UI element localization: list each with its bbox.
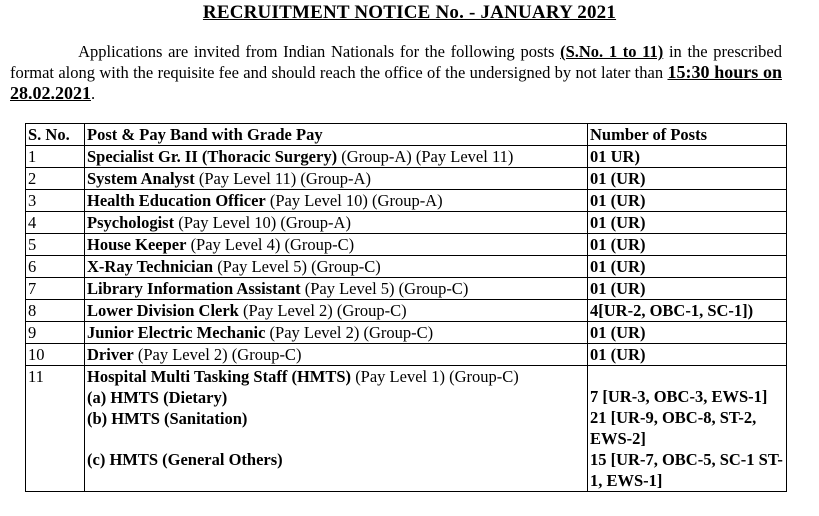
row-post bbox=[85, 344, 588, 366]
row-count bbox=[588, 366, 787, 492]
row-sno: 7 bbox=[26, 278, 85, 300]
row-count: 01 (UR) bbox=[588, 344, 787, 366]
post-name: System Analyst bbox=[87, 169, 195, 188]
row-count: 01 (UR) bbox=[588, 190, 787, 212]
post-name: Library Information Assistant bbox=[87, 279, 301, 298]
post-name: House Keeper bbox=[87, 235, 187, 254]
intro-sno-range: (S.No. 1 to 11) bbox=[560, 42, 664, 61]
table-row bbox=[26, 168, 787, 190]
row-sno: 11 bbox=[26, 366, 85, 492]
post-name: X-Ray Technician bbox=[87, 257, 214, 276]
post-detail: (Pay Level 4) (Group-C) bbox=[186, 235, 355, 254]
posts-table bbox=[25, 123, 787, 492]
row-post bbox=[85, 212, 588, 234]
row-sno: 5 bbox=[26, 234, 85, 256]
row-post bbox=[85, 256, 588, 278]
row-count: 01 UR) bbox=[588, 146, 787, 168]
header-count: Number of Posts bbox=[588, 124, 787, 146]
row-sno: 10 bbox=[26, 344, 85, 366]
row-sno: 2 bbox=[26, 168, 85, 190]
table-row bbox=[26, 344, 787, 366]
post-name: Junior Electric Mechanic bbox=[87, 323, 266, 342]
post-detail: (Pay Level 10) (Group-A) bbox=[265, 191, 443, 210]
table-row bbox=[26, 256, 787, 278]
row-count: 01 (UR) bbox=[588, 168, 787, 190]
table-row bbox=[26, 234, 787, 256]
row-sno: 3 bbox=[26, 190, 85, 212]
row-post bbox=[85, 322, 588, 344]
post-detail: (Pay Level 5) (Group-C) bbox=[213, 257, 381, 276]
post-detail: (Pay Level 1) (Group-C) bbox=[351, 367, 519, 386]
table-row bbox=[26, 322, 787, 344]
row-count: 01 (UR) bbox=[588, 256, 787, 278]
intro-text-2: in the prescribed format along with the requisite fee and should reach the office of the undersigned by not later than bbox=[10, 42, 782, 82]
row-post bbox=[85, 146, 588, 168]
table-row bbox=[26, 146, 787, 168]
row-sno: 6 bbox=[26, 256, 85, 278]
post-detail: (Pay Level 2) (Group-C) bbox=[238, 301, 407, 320]
spacer bbox=[87, 429, 585, 449]
count-general: 15 [UR-7, OBC-5, SC-1 ST-1, EWS-1] bbox=[590, 450, 783, 490]
post-detail: (Pay Level 2) (Group-C) bbox=[265, 323, 434, 342]
row-sno: 8 bbox=[26, 300, 85, 322]
row-sno: 1 bbox=[26, 146, 85, 168]
table-row bbox=[26, 212, 787, 234]
row-post bbox=[85, 168, 588, 190]
table-header-row bbox=[26, 124, 787, 146]
table-row bbox=[26, 300, 787, 322]
deadline: 15:30 hours on 28.02.2021 bbox=[10, 62, 782, 103]
post-name: Health Education Officer bbox=[87, 191, 266, 210]
row-sno: 9 bbox=[26, 322, 85, 344]
row-post bbox=[85, 234, 588, 256]
row-count: 01 (UR) bbox=[588, 212, 787, 234]
post-name: Driver bbox=[87, 345, 134, 364]
sub-post-sanitation: (b) HMTS (Sanitation) bbox=[87, 409, 248, 428]
intro-end: . bbox=[91, 84, 96, 103]
row-post bbox=[85, 300, 588, 322]
post-name: Psychologist bbox=[87, 213, 175, 232]
sub-post-general: (c) HMTS (General Others) bbox=[87, 450, 283, 469]
row-post bbox=[85, 278, 588, 300]
row-count: 01 (UR) bbox=[588, 278, 787, 300]
header-post: Post & Pay Band with Grade Pay bbox=[85, 124, 588, 146]
post-name: Specialist Gr. II (Thoracic Surgery) bbox=[87, 147, 338, 166]
post-detail: (Group-A) (Pay Level 11) bbox=[337, 147, 514, 166]
row-count: 4[UR-2, OBC-1, SC-1]) bbox=[588, 300, 787, 322]
intro-text-1: Applications are invited from Indian Nationals for the following posts bbox=[78, 42, 561, 61]
row-post bbox=[85, 190, 588, 212]
header-sno: S. No. bbox=[26, 124, 85, 146]
table-row bbox=[26, 278, 787, 300]
post-name: Hospital Multi Tasking Staff (HMTS) bbox=[87, 367, 352, 386]
row-count: 01 (UR) bbox=[588, 234, 787, 256]
post-name: Lower Division Clerk bbox=[87, 301, 239, 320]
row-post bbox=[85, 366, 588, 492]
table-row bbox=[26, 190, 787, 212]
row-count: 01 (UR) bbox=[588, 322, 787, 344]
notice-title: RECRUITMENT NOTICE No. - JANUARY 2021 bbox=[202, 2, 617, 23]
post-detail: (Pay Level 2) (Group-C) bbox=[133, 345, 302, 364]
post-detail: (Pay Level 10) (Group-A) bbox=[174, 213, 351, 232]
count-sanitation: 21 [UR-9, OBC-8, ST-2, EWS-2] bbox=[590, 408, 757, 448]
post-detail: (Pay Level 11) (Group-A) bbox=[194, 169, 371, 188]
table-row bbox=[26, 366, 787, 492]
count-dietary: 7 [UR-3, OBC-3, EWS-1] bbox=[590, 387, 768, 406]
sub-post-dietary: (a) HMTS (Dietary) bbox=[87, 388, 228, 407]
row-sno: 4 bbox=[26, 212, 85, 234]
intro-paragraph bbox=[10, 42, 782, 104]
post-detail: (Pay Level 5) (Group-C) bbox=[300, 279, 469, 298]
spacer bbox=[590, 366, 784, 386]
